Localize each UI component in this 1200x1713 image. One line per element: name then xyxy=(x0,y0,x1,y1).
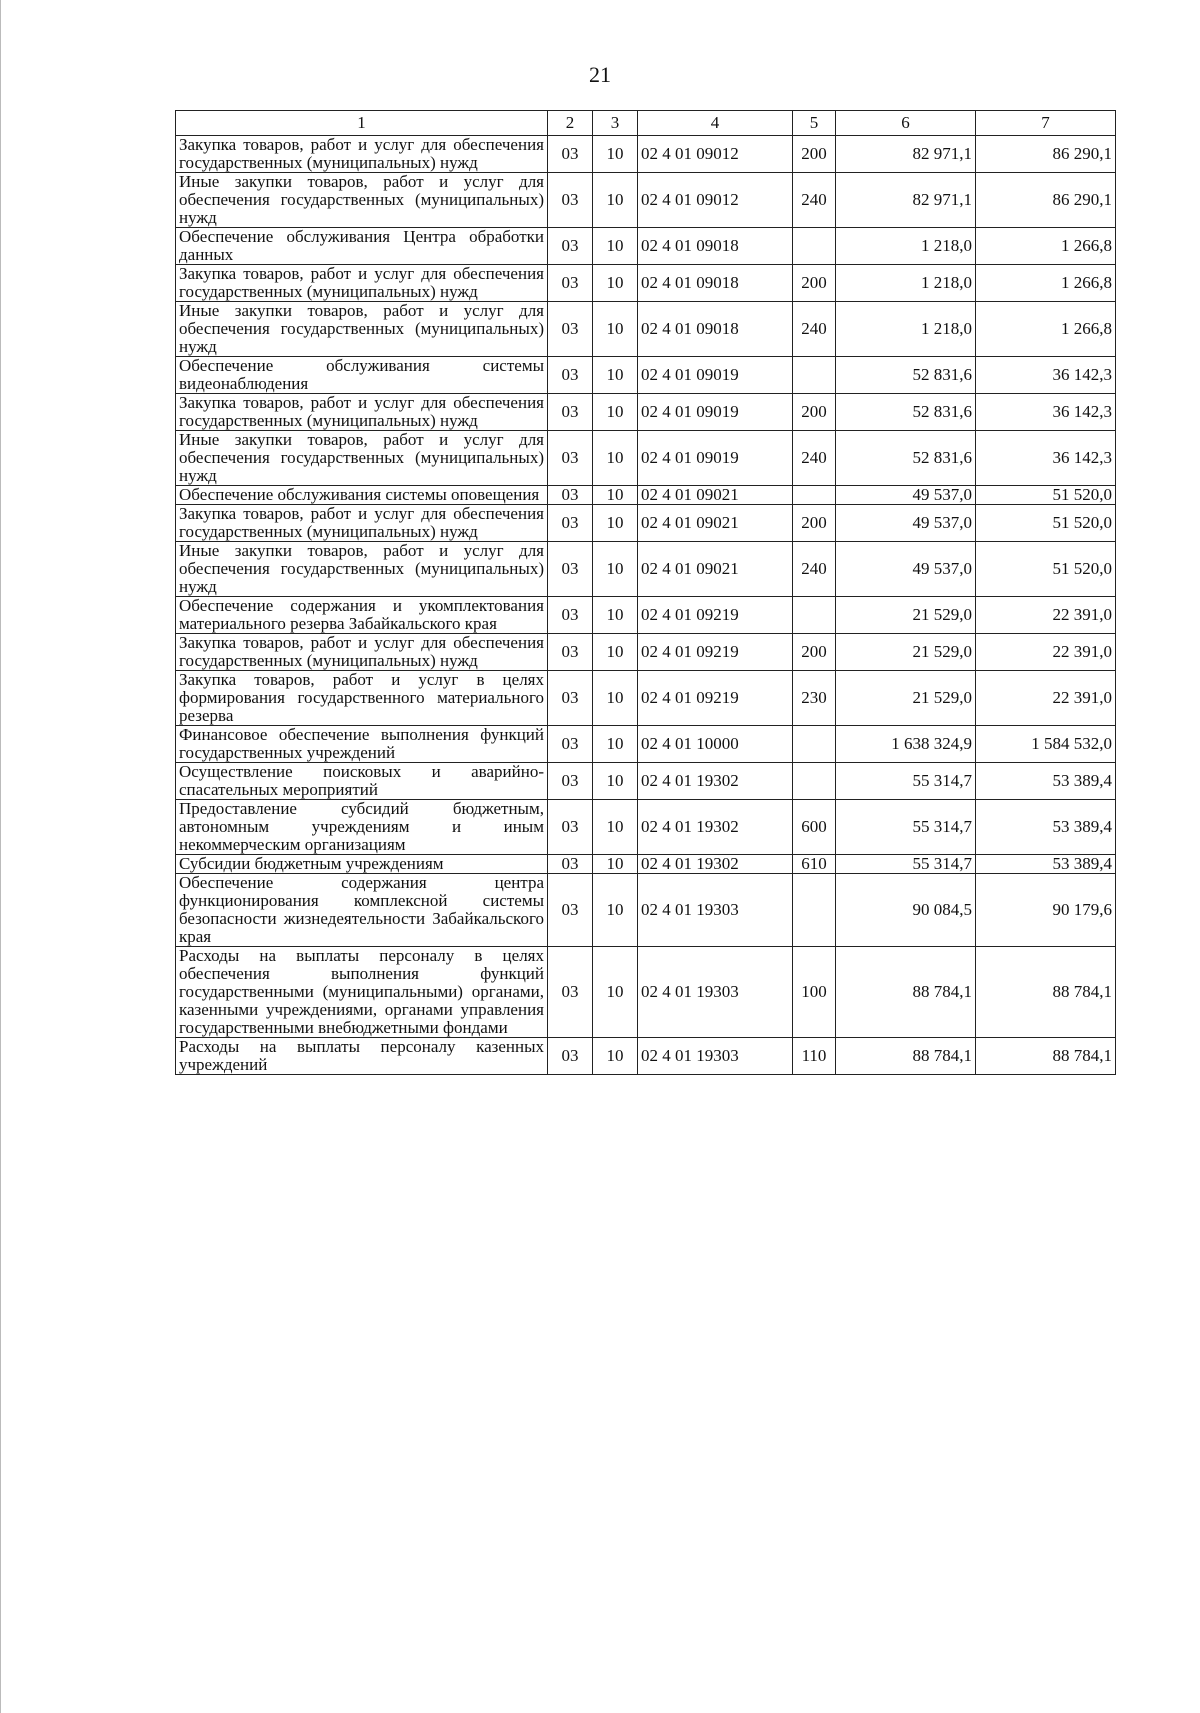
row-name-cell: Закупка товаров, работ и услуг для обеспечения государственных (муниципальных) нужд xyxy=(176,265,548,302)
amount-year2-cell: 53 389,4 xyxy=(976,763,1116,800)
amount-year1-cell: 21 529,0 xyxy=(836,671,976,726)
amount-year1-cell: 21 529,0 xyxy=(836,634,976,671)
target-article-cell: 02 4 01 09219 xyxy=(638,634,793,671)
target-article-cell: 02 4 01 09019 xyxy=(638,357,793,394)
column-header: 5 xyxy=(793,111,836,136)
section-code-cell: 03 xyxy=(548,947,593,1038)
budget-table xyxy=(175,110,1116,1075)
table-row xyxy=(176,173,1116,228)
table-row xyxy=(176,136,1116,173)
section-code-cell: 03 xyxy=(548,542,593,597)
subsection-code-cell: 10 xyxy=(593,394,638,431)
amount-year2-cell: 90 179,6 xyxy=(976,874,1116,947)
row-name-cell: Закупка товаров, работ и услуг для обеспечения государственных (муниципальных) нужд xyxy=(176,505,548,542)
expense-type-cell: 600 xyxy=(793,800,836,855)
amount-year2-cell: 51 520,0 xyxy=(976,505,1116,542)
subsection-code-cell: 10 xyxy=(593,1038,638,1075)
row-name-cell: Закупка товаров, работ и услуг для обеспечения государственных (муниципальных) нужд xyxy=(176,394,548,431)
amount-year2-cell: 1 584 532,0 xyxy=(976,726,1116,763)
subsection-code-cell: 10 xyxy=(593,726,638,763)
subsection-code-cell: 10 xyxy=(593,173,638,228)
expense-type-cell: 100 xyxy=(793,947,836,1038)
section-code-cell: 03 xyxy=(548,486,593,505)
subsection-code-cell: 10 xyxy=(593,855,638,874)
amount-year2-cell: 36 142,3 xyxy=(976,394,1116,431)
amount-year1-cell: 1 218,0 xyxy=(836,265,976,302)
section-code-cell: 03 xyxy=(548,136,593,173)
subsection-code-cell: 10 xyxy=(593,634,638,671)
table-row xyxy=(176,763,1116,800)
amount-year1-cell: 90 084,5 xyxy=(836,874,976,947)
table-row xyxy=(176,228,1116,265)
column-header: 6 xyxy=(836,111,976,136)
amount-year2-cell: 22 391,0 xyxy=(976,597,1116,634)
table-header-row xyxy=(176,111,1116,136)
table-row xyxy=(176,634,1116,671)
table-row xyxy=(176,357,1116,394)
row-name-cell: Финансовое обеспечение выполнения функций государственных учреждений xyxy=(176,726,548,763)
amount-year1-cell: 55 314,7 xyxy=(836,763,976,800)
section-code-cell: 03 xyxy=(548,855,593,874)
row-name-cell: Обеспечение обслуживания системы оповещения xyxy=(176,486,548,505)
target-article-cell: 02 4 01 19303 xyxy=(638,874,793,947)
amount-year1-cell: 49 537,0 xyxy=(836,505,976,542)
target-article-cell: 02 4 01 19302 xyxy=(638,855,793,874)
table-row xyxy=(176,597,1116,634)
amount-year1-cell: 82 971,1 xyxy=(836,173,976,228)
subsection-code-cell: 10 xyxy=(593,486,638,505)
target-article-cell: 02 4 01 10000 xyxy=(638,726,793,763)
target-article-cell: 02 4 01 09219 xyxy=(638,671,793,726)
section-code-cell: 03 xyxy=(548,394,593,431)
amount-year2-cell: 51 520,0 xyxy=(976,542,1116,597)
amount-year2-cell: 53 389,4 xyxy=(976,800,1116,855)
expense-type-cell xyxy=(793,228,836,265)
row-name-cell: Обеспечение обслуживания Центра обработки данных xyxy=(176,228,548,265)
row-name-cell: Обеспечение содержания и укомплектования материального резерва Забайкальского края xyxy=(176,597,548,634)
section-code-cell: 03 xyxy=(548,357,593,394)
amount-year1-cell: 1 218,0 xyxy=(836,228,976,265)
column-header: 4 xyxy=(638,111,793,136)
subsection-code-cell: 10 xyxy=(593,302,638,357)
section-code-cell: 03 xyxy=(548,763,593,800)
expense-type-cell xyxy=(793,763,836,800)
row-name-cell: Иные закупки товаров, работ и услуг для обеспечения государственных (муниципальных) нужд xyxy=(176,542,548,597)
amount-year1-cell: 52 831,6 xyxy=(836,357,976,394)
subsection-code-cell: 10 xyxy=(593,265,638,302)
expense-type-cell: 200 xyxy=(793,265,836,302)
target-article-cell: 02 4 01 09021 xyxy=(638,486,793,505)
target-article-cell: 02 4 01 09012 xyxy=(638,136,793,173)
expense-type-cell: 200 xyxy=(793,394,836,431)
row-name-cell: Закупка товаров, работ и услуг для обеспечения государственных (муниципальных) нужд xyxy=(176,634,548,671)
target-article-cell: 02 4 01 09219 xyxy=(638,597,793,634)
amount-year1-cell: 88 784,1 xyxy=(836,1038,976,1075)
column-header: 2 xyxy=(548,111,593,136)
amount-year2-cell: 88 784,1 xyxy=(976,947,1116,1038)
section-code-cell: 03 xyxy=(548,597,593,634)
amount-year1-cell: 82 971,1 xyxy=(836,136,976,173)
table-row xyxy=(176,726,1116,763)
target-article-cell: 02 4 01 19302 xyxy=(638,800,793,855)
section-code-cell: 03 xyxy=(548,265,593,302)
expense-type-cell xyxy=(793,874,836,947)
table-row xyxy=(176,1038,1116,1075)
target-article-cell: 02 4 01 09018 xyxy=(638,228,793,265)
table-row xyxy=(176,486,1116,505)
amount-year1-cell: 55 314,7 xyxy=(836,855,976,874)
target-article-cell: 02 4 01 09019 xyxy=(638,431,793,486)
expense-type-cell xyxy=(793,597,836,634)
subsection-code-cell: 10 xyxy=(593,947,638,1038)
amount-year1-cell: 52 831,6 xyxy=(836,431,976,486)
amount-year1-cell: 49 537,0 xyxy=(836,542,976,597)
section-code-cell: 03 xyxy=(548,173,593,228)
section-code-cell: 03 xyxy=(548,634,593,671)
table-row xyxy=(176,874,1116,947)
row-name-cell: Закупка товаров, работ и услуг для обеспечения государственных (муниципальных) нужд xyxy=(176,136,548,173)
expense-type-cell: 240 xyxy=(793,173,836,228)
row-name-cell: Закупка товаров, работ и услуг в целях формирования государственного материального резерва xyxy=(176,671,548,726)
subsection-code-cell: 10 xyxy=(593,228,638,265)
expense-type-cell xyxy=(793,726,836,763)
target-article-cell: 02 4 01 09018 xyxy=(638,265,793,302)
table-row xyxy=(176,394,1116,431)
amount-year2-cell: 36 142,3 xyxy=(976,431,1116,486)
amount-year2-cell: 53 389,4 xyxy=(976,855,1116,874)
section-code-cell: 03 xyxy=(548,671,593,726)
expense-type-cell: 200 xyxy=(793,505,836,542)
expense-type-cell: 110 xyxy=(793,1038,836,1075)
row-name-cell: Иные закупки товаров, работ и услуг для обеспечения государственных (муниципальных) нужд xyxy=(176,173,548,228)
subsection-code-cell: 10 xyxy=(593,136,638,173)
amount-year2-cell: 36 142,3 xyxy=(976,357,1116,394)
amount-year2-cell: 1 266,8 xyxy=(976,228,1116,265)
subsection-code-cell: 10 xyxy=(593,505,638,542)
amount-year1-cell: 21 529,0 xyxy=(836,597,976,634)
expense-type-cell: 200 xyxy=(793,136,836,173)
table-row xyxy=(176,302,1116,357)
row-name-cell: Осуществление поисковых и аварийно-спасательных мероприятий xyxy=(176,763,548,800)
target-article-cell: 02 4 01 19303 xyxy=(638,1038,793,1075)
row-name-cell: Субсидии бюджетным учреждениям xyxy=(176,855,548,874)
table-row xyxy=(176,431,1116,486)
target-article-cell: 02 4 01 19303 xyxy=(638,947,793,1038)
amount-year2-cell: 86 290,1 xyxy=(976,136,1116,173)
expense-type-cell: 240 xyxy=(793,431,836,486)
subsection-code-cell: 10 xyxy=(593,800,638,855)
amount-year2-cell: 1 266,8 xyxy=(976,302,1116,357)
table-row xyxy=(176,800,1116,855)
expense-type-cell: 240 xyxy=(793,302,836,357)
subsection-code-cell: 10 xyxy=(593,671,638,726)
amount-year1-cell: 49 537,0 xyxy=(836,486,976,505)
subsection-code-cell: 10 xyxy=(593,431,638,486)
target-article-cell: 02 4 01 19302 xyxy=(638,763,793,800)
row-name-cell: Обеспечение обслуживания системы видеонаблюдения xyxy=(176,357,548,394)
amount-year2-cell: 1 266,8 xyxy=(976,265,1116,302)
section-code-cell: 03 xyxy=(548,302,593,357)
section-code-cell: 03 xyxy=(548,874,593,947)
expense-type-cell: 240 xyxy=(793,542,836,597)
page-number: 21 xyxy=(589,62,611,87)
subsection-code-cell: 10 xyxy=(593,763,638,800)
amount-year1-cell: 1 218,0 xyxy=(836,302,976,357)
column-header: 3 xyxy=(593,111,638,136)
target-article-cell: 02 4 01 09019 xyxy=(638,394,793,431)
subsection-code-cell: 10 xyxy=(593,357,638,394)
target-article-cell: 02 4 01 09012 xyxy=(638,173,793,228)
expense-type-cell: 230 xyxy=(793,671,836,726)
subsection-code-cell: 10 xyxy=(593,874,638,947)
table-row xyxy=(176,671,1116,726)
amount-year2-cell: 86 290,1 xyxy=(976,173,1116,228)
row-name-cell: Иные закупки товаров, работ и услуг для обеспечения государственных (муниципальных) нужд xyxy=(176,431,548,486)
amount-year2-cell: 88 784,1 xyxy=(976,1038,1116,1075)
amount-year2-cell: 51 520,0 xyxy=(976,486,1116,505)
expense-type-cell: 610 xyxy=(793,855,836,874)
subsection-code-cell: 10 xyxy=(593,542,638,597)
amount-year2-cell: 22 391,0 xyxy=(976,634,1116,671)
table-row xyxy=(176,542,1116,597)
expense-type-cell: 200 xyxy=(793,634,836,671)
section-code-cell: 03 xyxy=(548,228,593,265)
table-row xyxy=(176,265,1116,302)
expense-type-cell xyxy=(793,357,836,394)
scan-edge-line xyxy=(0,0,1,1713)
amount-year1-cell: 1 638 324,9 xyxy=(836,726,976,763)
section-code-cell: 03 xyxy=(548,1038,593,1075)
amount-year1-cell: 52 831,6 xyxy=(836,394,976,431)
target-article-cell: 02 4 01 09018 xyxy=(638,302,793,357)
column-header: 1 xyxy=(176,111,548,136)
amount-year2-cell: 22 391,0 xyxy=(976,671,1116,726)
section-code-cell: 03 xyxy=(548,505,593,542)
section-code-cell: 03 xyxy=(548,800,593,855)
amount-year1-cell: 55 314,7 xyxy=(836,800,976,855)
row-name-cell: Предоставление субсидий бюджетным, автономным учреждениям и иным некоммерческим организациям xyxy=(176,800,548,855)
target-article-cell: 02 4 01 09021 xyxy=(638,542,793,597)
target-article-cell: 02 4 01 09021 xyxy=(638,505,793,542)
row-name-cell: Иные закупки товаров, работ и услуг для обеспечения государственных (муниципальных) нужд xyxy=(176,302,548,357)
expense-type-cell xyxy=(793,486,836,505)
subsection-code-cell: 10 xyxy=(593,597,638,634)
section-code-cell: 03 xyxy=(548,726,593,763)
table-row xyxy=(176,947,1116,1038)
table-row xyxy=(176,505,1116,542)
table-row xyxy=(176,855,1116,874)
amount-year1-cell: 88 784,1 xyxy=(836,947,976,1038)
row-name-cell: Обеспечение содержания центра функционирования комплексной системы безопасности жизнедеятельности Забайкальского края xyxy=(176,874,548,947)
row-name-cell: Расходы на выплаты персоналу казенных учреждений xyxy=(176,1038,548,1075)
column-header: 7 xyxy=(976,111,1116,136)
row-name-cell: Расходы на выплаты персоналу в целях обеспечения выполнения функций государственными (муниципальными) органами, казенными учреждениями, органами управления государственными внебюджетными фондами xyxy=(176,947,548,1038)
section-code-cell: 03 xyxy=(548,431,593,486)
